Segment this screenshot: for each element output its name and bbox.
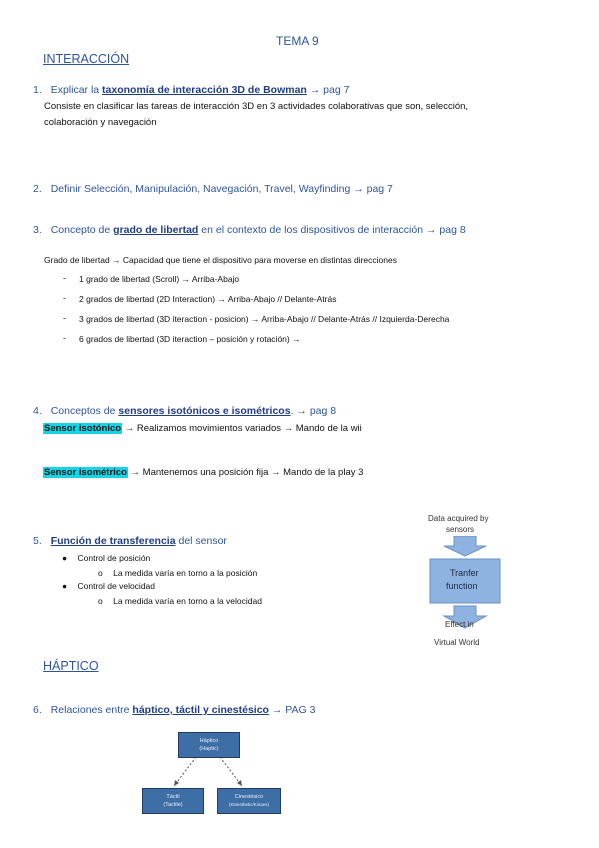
circle-bullet-icon: o [98,568,103,578]
list-item: 2 grados de libertad (2D Interaction) → Arriba-Abajo // Delante-Atrás [79,294,337,304]
highlighted-term: Sensor isotónico [44,423,122,434]
figure-box-label-2: function [446,581,478,591]
list-dash: - [63,313,66,323]
tree-node-haptico [178,732,240,758]
question-text: Definir Selección, Manipulación, Navegación, Travel, Wayfinding → pag 7 [50,183,393,195]
sub-bullet-item [98,596,262,606]
tree-node-sublabel: (Tactile) [163,802,183,808]
question-text-post: del sensor [175,535,227,547]
list-item: 3 grados de libertad (3D iteraction - posicion) → Arriba-Abajo // Delante-Atrás // Izquierda-Derecha [79,314,450,324]
question-2 [33,183,393,195]
question-number: 5. [33,535,42,547]
answer-1-line-1: Consiste en clasificar las tareas de interacción 3D en 3 actividades colaborativas que son, selección, [44,101,469,112]
tree-node-label: Táctil [166,794,180,800]
question-highlight: sensores isotónicos e isométricos [118,405,291,417]
bullet-item [62,581,155,591]
bullet-label: Control de velocidad [77,581,156,591]
question-text-post: → pag 7 [306,84,350,96]
tree-node-label: Háptico [199,738,219,744]
question-text-pre: Relaciones entre [50,704,133,716]
tree-node-tactil [142,788,204,814]
question-1 [33,84,349,96]
bullet-item [62,553,150,563]
question-number: 1. [33,84,42,96]
question-text-pre: Conceptos de [50,405,119,417]
question-text-pre: Explicar la [50,84,103,96]
bullet-label: Control de posición [77,553,151,563]
answer-1-line-2: colaboración y navegación [44,117,157,128]
definition-grado-libertad: Grado de libertad → Capacidad que tiene el dispositivo para moverse en distintas direcciones [44,255,397,265]
sensor-description: → Realizamos movimientos variados → Mando de la wii [122,423,362,434]
question-number: 2. [33,183,42,195]
sub-bullet-item [98,568,257,578]
list-dash: - [63,273,66,283]
figure-box-label-1: Tranfer [450,568,479,578]
question-number: 3. [33,224,42,236]
bullet-icon: ● [62,553,68,563]
tree-node-cinestesico [217,788,281,814]
question-3 [33,224,466,236]
question-highlight: Función de transferencia [50,535,176,547]
section-heading-interaccion: INTERACCIÓN [43,52,130,66]
question-6 [33,704,315,716]
question-4 [33,405,336,417]
figure-top-label-1: Data acquired by [428,514,489,523]
figure-bottom-label-2: Virtual World [434,638,480,647]
question-5 [33,535,227,547]
circle-bullet-icon: o [98,596,103,606]
document-title: TEMA 9 [276,34,319,48]
question-text-post: . → pag 8 [290,405,337,417]
question-highlight: háptico, táctil y cinestésico [132,704,269,716]
question-highlight: grado de libertad [113,224,199,236]
question-number: 6. [33,704,42,716]
sensor-isometrico-line [43,467,363,478]
tree-node-sublabel: (Haptic) [199,746,219,752]
question-text-pre: Concepto de [50,224,114,236]
list-item: 6 grados de libertad (3D iteraction – posición y rotación) → [79,334,301,344]
tree-node-label: Cinestésico [234,794,264,800]
sub-bullet-label: La medida varía en torno a la posición [113,568,258,578]
list-dash: - [63,333,66,343]
tree-node-sublabel: (Kinesthetic/Kinaes) [228,802,270,807]
bullet-icon: ● [62,581,68,591]
figure-bottom-label-1: Effect in [445,620,474,629]
sub-bullet-label: La medida varía en torno a la velocidad [113,596,262,606]
highlighted-term: Sensor isométrico [44,467,127,478]
transfer-function-figure [420,512,510,652]
list-item: 1 grado de libertad (Scroll) → Arriba-Abajo [79,274,240,284]
list-dash: - [63,293,66,303]
question-highlight: taxonomía de interacción 3D de Bowman [102,84,307,96]
question-number: 4. [33,405,42,417]
question-text-post: en el contexto de los dispositivos de interacción → pag 8 [198,224,466,236]
figure-top-label-2: sensors [446,525,475,534]
section-heading-haptico: HÁPTICO [43,659,99,673]
sensor-description: → Mantenemos una posición fija → Mando de la play 3 [127,467,364,478]
sensor-isotonico-line [43,423,362,434]
question-text-post: → PAG 3 [268,704,316,716]
